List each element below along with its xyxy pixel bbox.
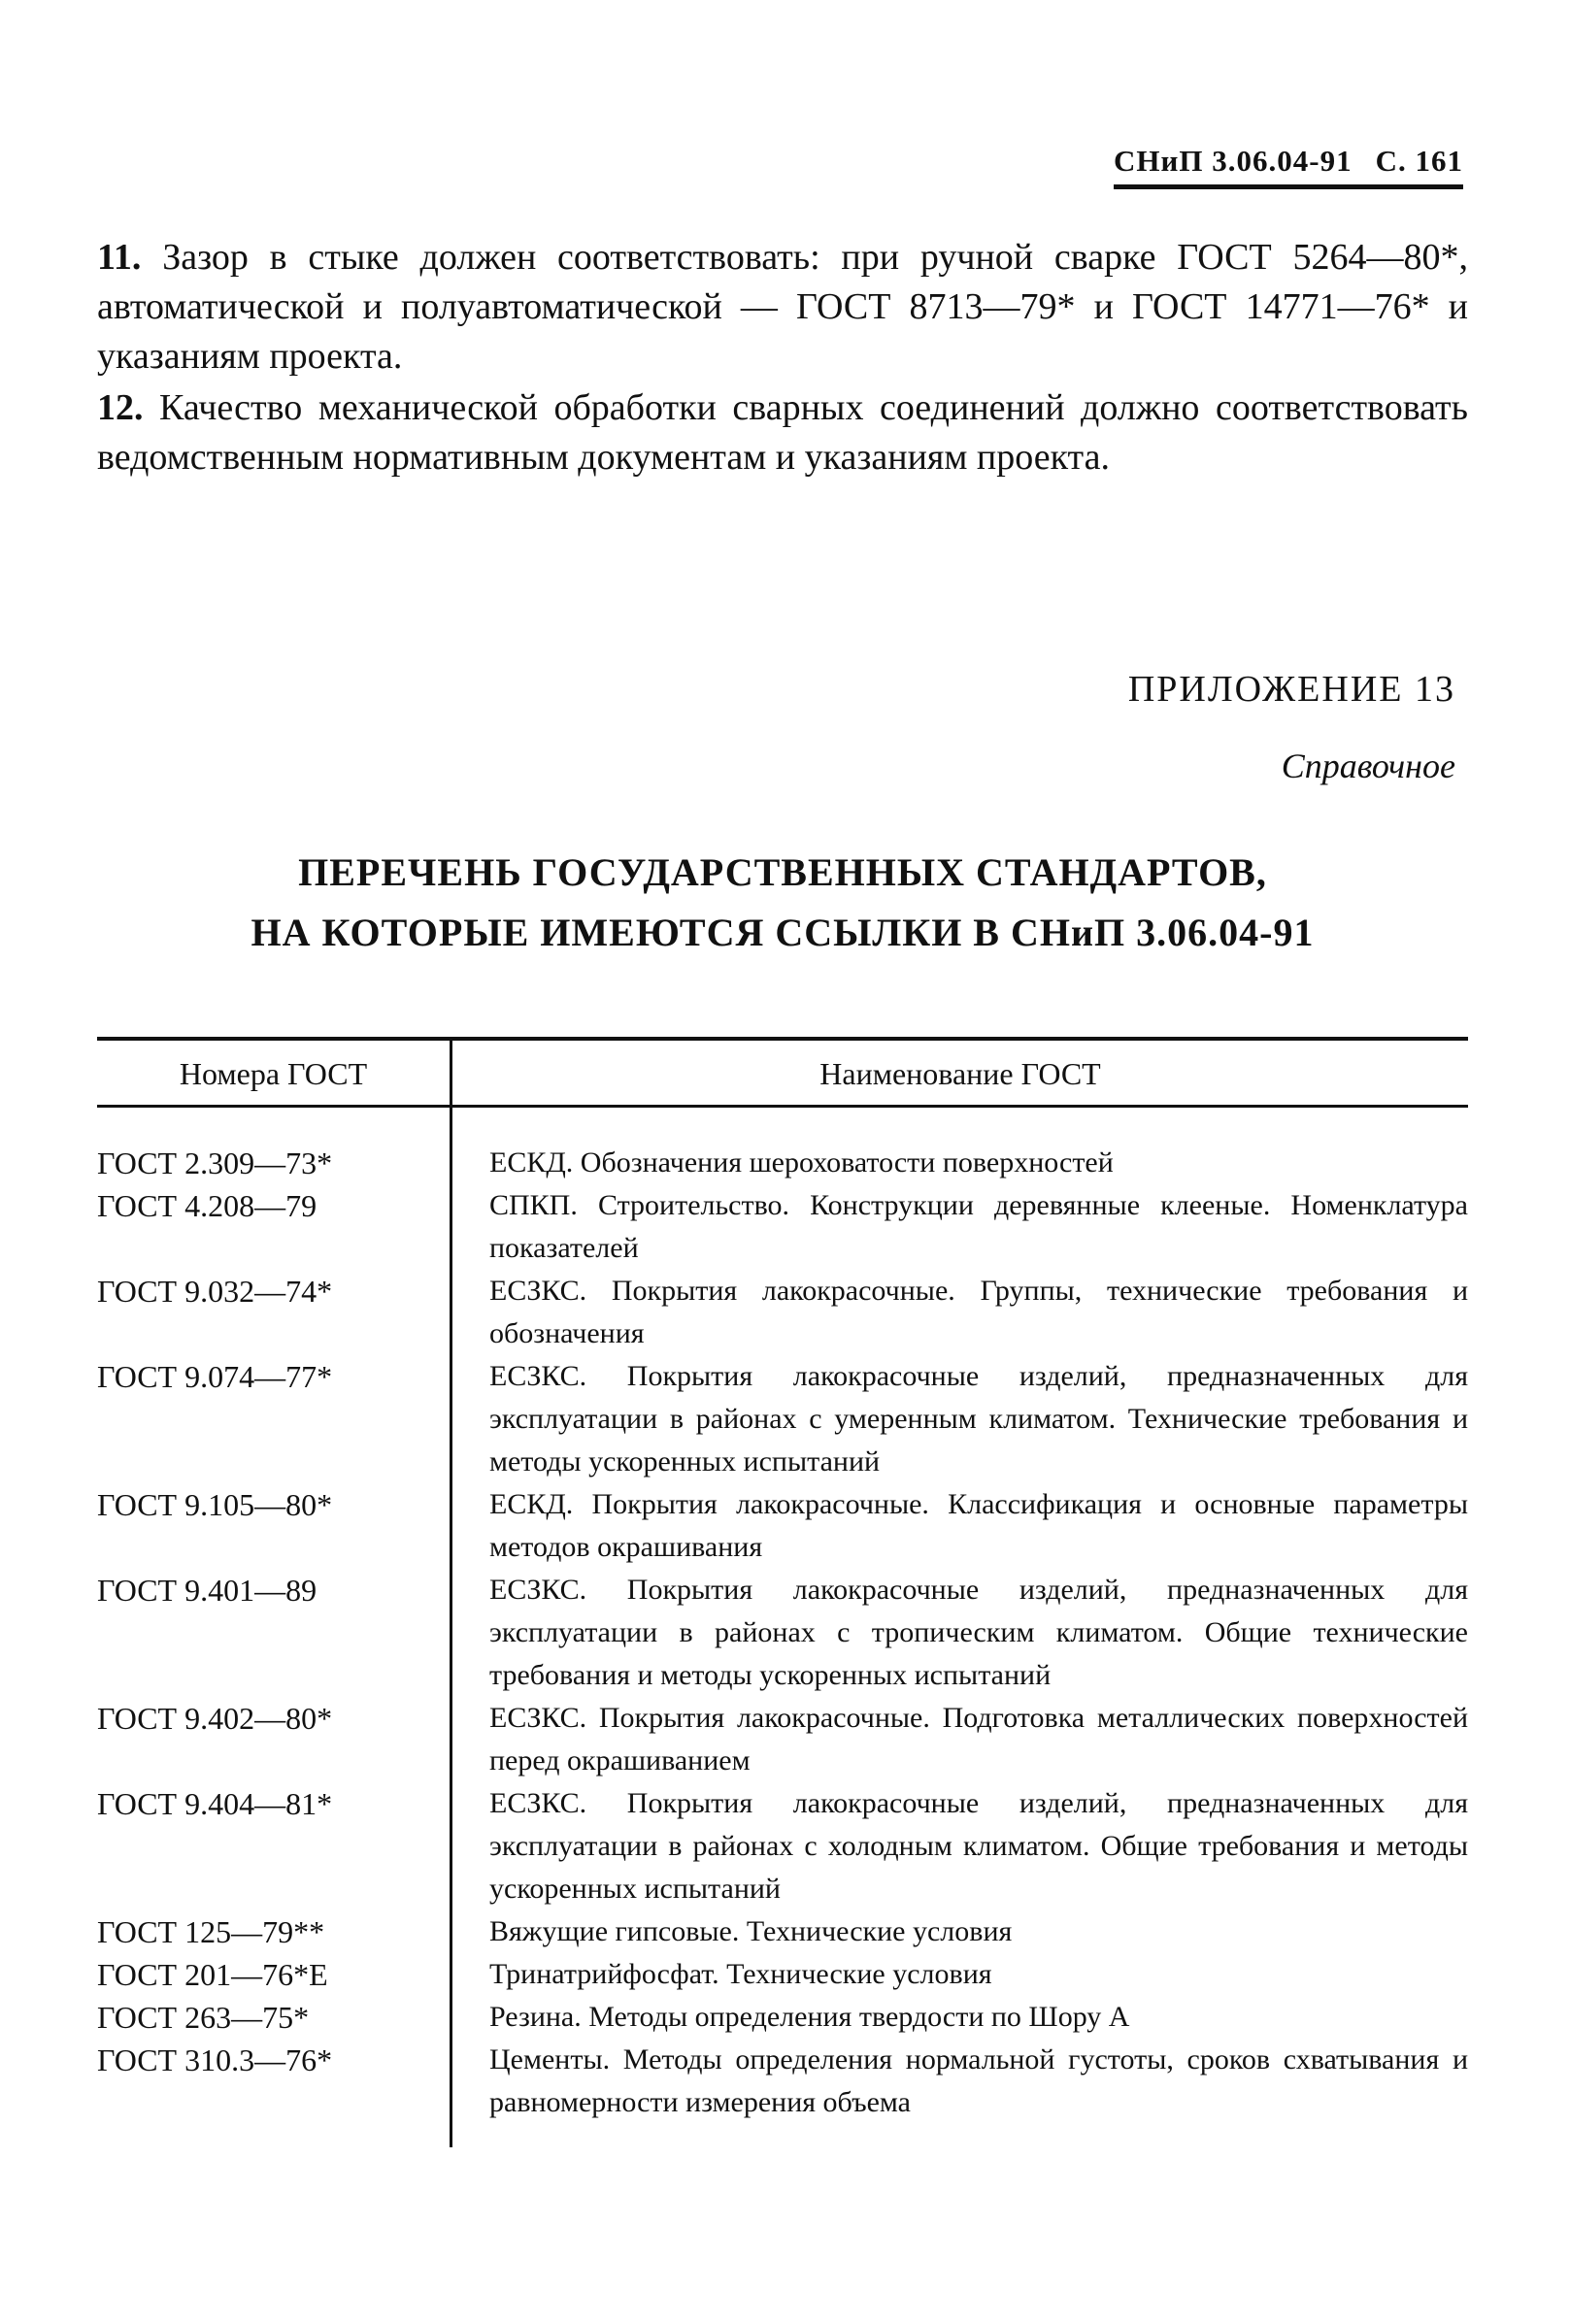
table-top-rule — [97, 1037, 1468, 1041]
paragraph-11 — [97, 233, 1468, 382]
gost-number: ГОСТ 125—79** — [97, 1914, 325, 1949]
paragraph-text: Зазор в стыке должен соответствовать: при ручной сварке ГОСТ 5264—80*, автоматической и полуавтоматической — ГОСТ 8713—79* и ГОСТ 14771—76* и указаниям проекта. — [97, 237, 1469, 377]
gost-name: Вяжущие гипсовые. Технические условия — [489, 1915, 1013, 1947]
gost-number: ГОСТ 9.074—77* — [97, 1359, 333, 1394]
table-row — [97, 1782, 1468, 1910]
gost-name: ЕСЗКС. Покрытия лакокрасочные изделий, предназначенных для эксплуатации в районах с умеренным климатом. Технические требования и методы ускоренных испытаний — [489, 1360, 1468, 1477]
paragraph-number: 12. — [97, 387, 144, 428]
paragraph-12 — [97, 383, 1468, 482]
gost-number: ГОСТ 310.3—76* — [97, 2042, 333, 2077]
table-row — [97, 1483, 1468, 1569]
header-doc-code: СНиП 3.06.04-91 — [1114, 144, 1353, 178]
gost-name: ЕСЗКС. Покрытия лакокрасочные изделий, предназначенных для эксплуатации в районах с холодным климатом. Общие требования и методы ускоренных испытаний — [489, 1787, 1468, 1905]
gost-name: ЕСЗКС. Покрытия лакокрасочные. Подготовка металлических поверхностей перед окрашиванием — [489, 1702, 1468, 1776]
paragraph-text: Качество механической обработки сварных соединений должно соответствовать ведомственным нормативным документам и указаниям проекта. — [97, 387, 1468, 478]
standards-table-body — [97, 1142, 1468, 2124]
table-row — [97, 1697, 1468, 1782]
table-header-number: Номера ГОСТ — [179, 1056, 368, 1091]
table-row — [97, 1142, 1468, 1184]
gost-name: ЕСЗКС. Покрытия лакокрасочные изделий, предназначенных для эксплуатации в районах с тропическим климатом. Общие технические требования и методы ускоренных испытаний — [489, 1574, 1468, 1691]
table-row — [97, 1569, 1468, 1697]
paragraph-number: 11. — [97, 237, 142, 278]
table-header-name: Наименование ГОСТ — [819, 1056, 1101, 1091]
header-page-number: С. 161 — [1375, 144, 1463, 178]
table-row — [97, 1184, 1468, 1270]
table-row — [97, 1910, 1468, 1953]
section-title — [97, 843, 1468, 963]
section-title-line-1: ПЕРЕЧЕНЬ ГОСУДАРСТВЕННЫХ СТАНДАРТОВ, — [298, 850, 1267, 894]
table-row — [97, 1953, 1468, 1996]
gost-number: ГОСТ 9.032—74* — [97, 1274, 333, 1309]
gost-name: СПКП. Строительство. Конструкции деревянные клееные. Номенклатура показателей — [489, 1189, 1468, 1264]
gost-name: Резина. Методы определения твердости по Шору А — [489, 2001, 1130, 2033]
gost-name: Тринатрийфосфат. Технические условия — [489, 1958, 992, 1990]
gost-name: ЕСЗКС. Покрытия лакокрасочные. Группы, технические требования и обозначения — [489, 1275, 1468, 1349]
table-header-rule — [97, 1105, 1468, 1108]
gost-number: ГОСТ 4.208—79 — [97, 1188, 317, 1223]
gost-number: ГОСТ 201—76*Е — [97, 1957, 328, 1992]
running-header — [1114, 144, 1463, 189]
table-row — [97, 1996, 1468, 2039]
section-title-line-2: НА КОТОРЫЕ ИМЕЮТСЯ ССЫЛКИ В СНиП 3.06.04-91 — [251, 911, 1315, 954]
gost-name: ЕСКД. Обозначения шероховатости поверхностей — [489, 1146, 1114, 1179]
gost-number: ГОСТ 9.404—81* — [97, 1786, 333, 1821]
table-row — [97, 1270, 1468, 1355]
appendix-label: ПРИЛОЖЕНИЕ 13 — [1127, 669, 1455, 710]
gost-name: Цементы. Методы определения нормальной густоты, сроков схватывания и равномерности измерения объема — [489, 2043, 1468, 2118]
appendix-subtitle: Справочное — [1281, 747, 1455, 785]
gost-number: ГОСТ 9.105—80* — [97, 1487, 333, 1522]
gost-number: ГОСТ 263—75* — [97, 2000, 310, 2035]
gost-name: ЕСКД. Покрытия лакокрасочные. Классификация и основные параметры методов окрашивания — [489, 1488, 1468, 1563]
gost-number: ГОСТ 9.401—89 — [97, 1573, 317, 1608]
table-row — [97, 2039, 1468, 2124]
gost-number: ГОСТ 9.402—80* — [97, 1701, 333, 1736]
gost-number: ГОСТ 2.309—73* — [97, 1145, 333, 1180]
table-row — [97, 1355, 1468, 1483]
